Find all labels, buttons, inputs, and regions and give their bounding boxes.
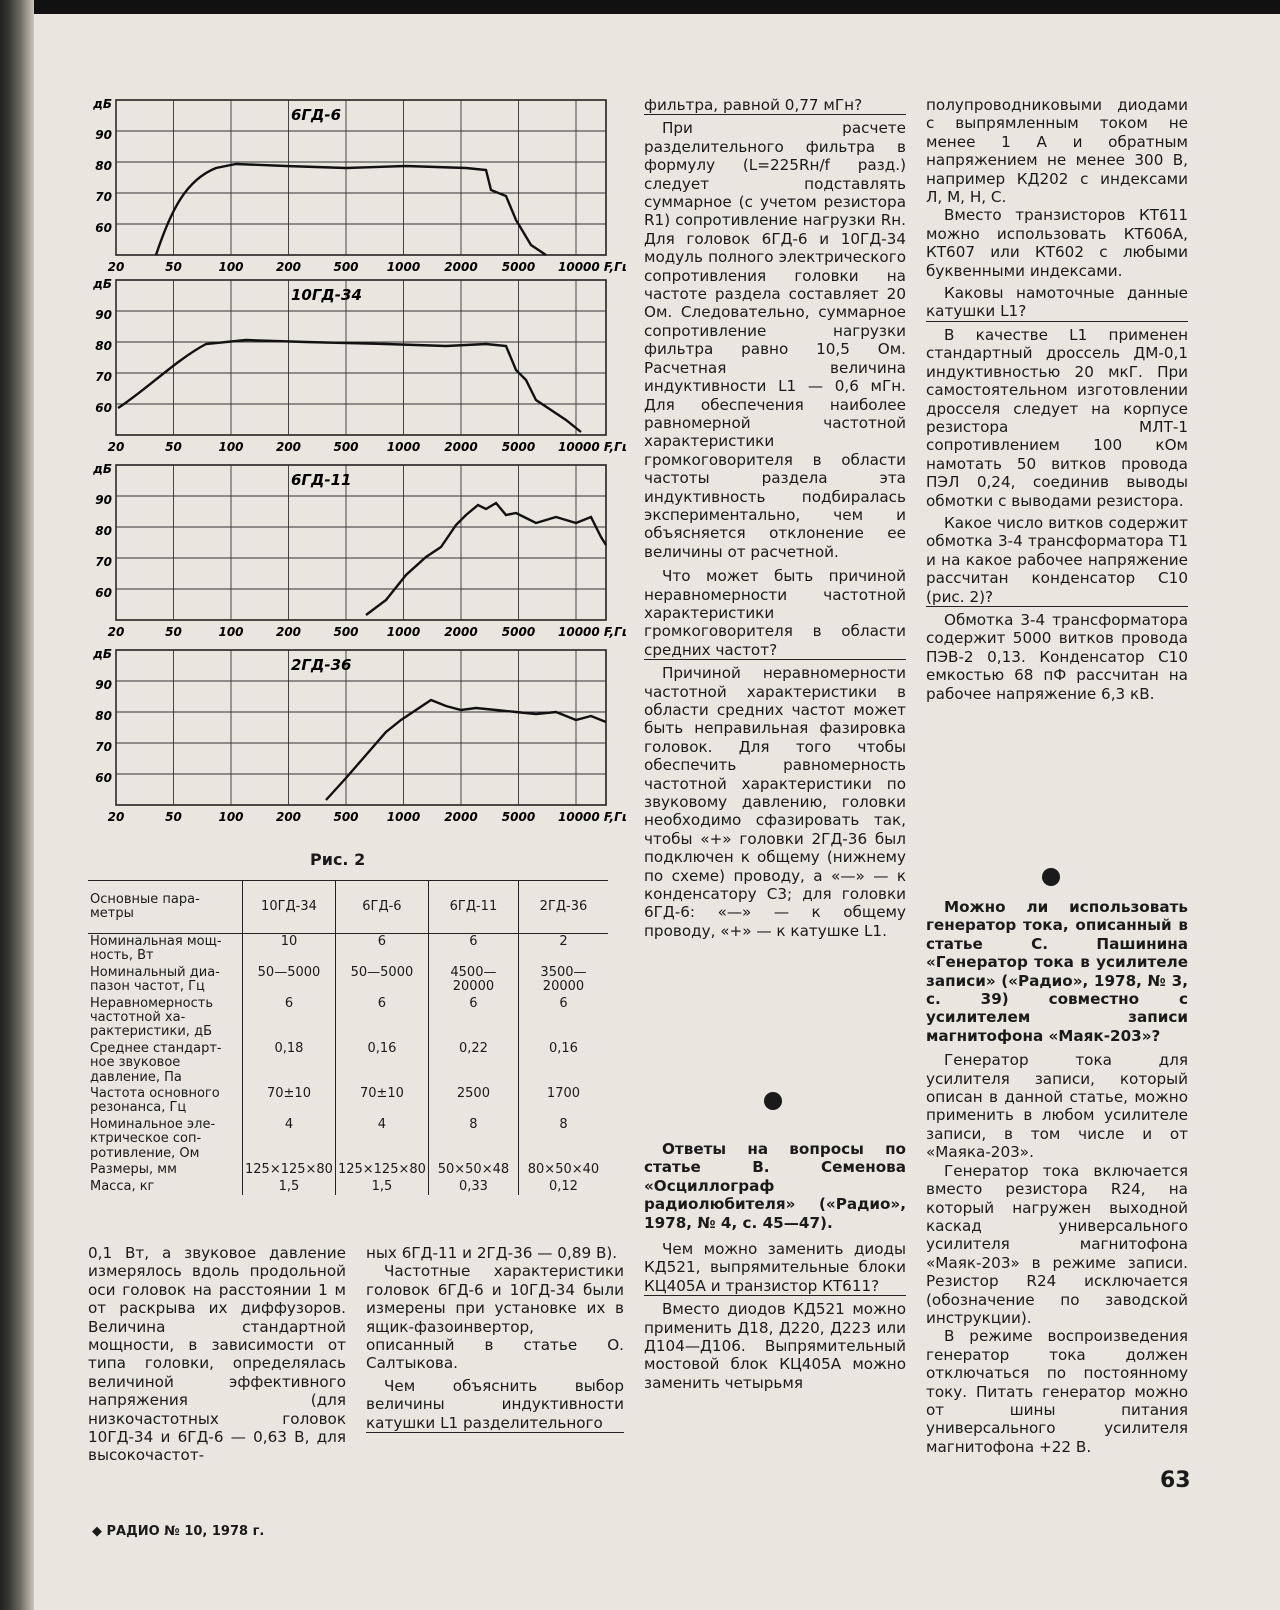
- x-tick-label: 500: [333, 440, 359, 454]
- y-tick-label: дБ: [93, 462, 112, 476]
- chart-frame: [116, 465, 606, 620]
- column-4-text: [926, 96, 1188, 703]
- x-tick-label: 1000: [386, 810, 421, 824]
- x-tick-label: 1000: [386, 440, 421, 454]
- paragraph: Обмотка 3-4 трансформатора содержит 5000 витков провода ПЭВ-2 0,13. Конденсатор С10 емкостью 68 пФ рассчитан на рабочее напряжение 6,3 кВ.: [926, 610, 1188, 703]
- chart-title: 2ГД-36: [291, 656, 352, 674]
- x-tick-label: 500: [333, 625, 359, 639]
- y-tick-label: 60: [95, 771, 112, 785]
- x-tick-label: 100: [218, 440, 244, 454]
- table-row-label: Частота основного резонанса, Гц: [90, 1086, 220, 1116]
- y-tick-label: 90: [95, 493, 112, 507]
- table-cell: 70±10: [335, 1086, 428, 1117]
- section-bullet: [764, 1092, 782, 1110]
- paragraph: ных 6ГД-11 и 2ГД-36 — 0,89 В).: [366, 1244, 618, 1262]
- table-cell: 2500: [428, 1086, 518, 1117]
- y-tick-label: 70: [95, 740, 112, 754]
- y-tick-label: 80: [95, 524, 112, 538]
- table-header-cell: 6ГД-11: [428, 881, 518, 934]
- section-bullet: [1042, 868, 1060, 886]
- table-row: [88, 1162, 608, 1178]
- x-tick-label: 10000 F,Гц: [558, 625, 626, 639]
- column-3-lower-text: [644, 1140, 906, 1392]
- x-tick-label: 5000: [501, 440, 536, 454]
- speaker-specs-table: [88, 880, 608, 1195]
- table-body: [88, 934, 608, 1195]
- paragraph: Генератор тока включается вместо резистора R24, на который нагружен выходной каскад универсального усилителя магнитофона «Маяк-203» в режиме записи. Резистор R24 исключается (обозначение по заводской инструкции).: [926, 1161, 1188, 1327]
- x-tick-label: 100: [218, 260, 244, 274]
- table-row-label: Номинальный диа-пазон частот, Гц: [90, 964, 220, 995]
- x-tick-label: 200: [275, 625, 302, 639]
- chart-frame: [116, 100, 606, 255]
- column-1-text: [88, 1244, 346, 1465]
- table-cell: 125×125×80: [335, 1162, 428, 1178]
- x-tick-label: 200: [275, 440, 302, 454]
- table-cell: 6: [518, 996, 608, 1041]
- x-tick-label: 50: [165, 260, 182, 274]
- paragraph: полупроводниковыми диодами с выпрямленным током не менее 1 А и обратным напряжением не менее 300 В, например КД202 с индексами Л, М, Н, С.: [926, 96, 1188, 207]
- x-tick-label: 500: [333, 810, 359, 824]
- x-tick-label: 5000: [501, 810, 536, 824]
- paragraph: Вместо диодов КД521 можно применить Д18, Д220, Д223 или Д104—Д106. Выпрямительный мостовой блок КЦ405А можно заменить четырьмя: [644, 1300, 906, 1392]
- x-tick-label: 100: [218, 625, 244, 639]
- paragraph: Причиной неравномерности частотной характеристики в области средних частот может быть неправильная фазировка головок. Для того чтобы обеспечить равномерность частотной характеристики по звуковому давлению, головки необходимо сфазировать так, чтобы «+» головки 2ГД-36 был подключен к общему (нижнему по схеме) проводу, а «—» — к конденсатору С3; для головки 6ГД-6: «—» — к общему проводу, «+» — к катушке L1.: [644, 664, 906, 940]
- paragraph: В режиме воспроизведения генератор тока должен отключаться по постоянному току. Питать генератор можно от шины питания универсального усилителя магнитофона +22 В.: [926, 1327, 1188, 1456]
- chart-panel: [92, 277, 626, 454]
- table-cell: 6: [243, 996, 336, 1041]
- table-row: [88, 1041, 608, 1086]
- table-row-label: Масса, кг: [90, 1178, 155, 1194]
- table-cell: 50×50×48: [428, 1162, 518, 1178]
- y-tick-label: 70: [95, 370, 112, 384]
- y-tick-label: 90: [95, 308, 112, 322]
- y-tick-label: дБ: [93, 277, 112, 291]
- x-tick-label: 500: [333, 260, 359, 274]
- table-row-label: Номинальное эле-ктрическое соп-ротивление, Ом: [90, 1116, 216, 1161]
- table-cell: 80×50×40: [518, 1162, 608, 1178]
- column-2-text: [366, 1244, 624, 1433]
- table-row-label: Размеры, мм: [90, 1162, 177, 1178]
- y-tick-label: дБ: [93, 647, 112, 661]
- y-tick-label: 60: [95, 401, 112, 415]
- x-tick-label: 50: [165, 440, 182, 454]
- section-intro: Можно ли использовать генератор тока, описанный в статье С. Пашинина «Генератор тока в усилителе записи» («Радио», 1978, № 3, с. 39) совместно с усилителем записи магнитофона «Маяк-203»?: [926, 898, 1188, 1045]
- column-4-lower-text: [926, 898, 1188, 1456]
- table-cell: 4: [335, 1117, 428, 1162]
- paragraph: 0,1 Вт, а звуковое давление измерялось вдоль продольной оси головок на расстоянии 1 м от раскрыва их диффузоров. Величина стандартной мощности, в зависимости от типа головки, определялась величиной эффективного напряжения (для низкочастотных головок 10ГД-34 и 6ГД-6 — 0,63 В, для высокочастот-: [88, 1244, 346, 1465]
- y-tick-label: дБ: [93, 97, 112, 111]
- table-cell: 0,16: [335, 1041, 428, 1086]
- response-curve: [156, 164, 546, 255]
- x-tick-label: 200: [275, 810, 302, 824]
- table-header-row: [88, 881, 608, 934]
- table-cell: 4: [243, 1117, 336, 1162]
- magazine-footer: ◆ РАДИО № 10, 1978 г.: [92, 1524, 265, 1539]
- table-row: [88, 934, 608, 965]
- x-tick-label: 20: [107, 625, 125, 639]
- chart-panel: [92, 97, 626, 274]
- x-tick-label: 2000: [444, 810, 478, 824]
- table-row: [88, 996, 608, 1041]
- x-tick-label: 2000: [444, 260, 478, 274]
- x-tick-label: 10000 F,Гц: [558, 440, 626, 454]
- x-tick-label: 10000 F,Гц: [558, 810, 626, 824]
- table-cell: 50—5000: [243, 965, 336, 996]
- y-tick-label: 90: [95, 128, 112, 142]
- charts-svg: [86, 90, 626, 850]
- table-cell: 6: [335, 934, 428, 965]
- table-header-cell: Основные пара-метры: [88, 881, 243, 934]
- x-tick-label: 50: [165, 810, 182, 824]
- table-cell: 10: [243, 934, 336, 965]
- table-header-cell: 10ГД-34: [243, 881, 336, 934]
- chart-title: 10ГД-34: [291, 286, 362, 304]
- table-row-label: Номинальная мощ-ность, Вт: [90, 934, 222, 964]
- table-header-cell: 2ГД-36: [518, 881, 608, 934]
- table-row: [88, 965, 608, 996]
- table-row-label: Неравномерность частотной ха-рактеристики, дБ: [90, 995, 213, 1040]
- question-heading: Чем объяснить выбор величины индуктивности катушки L1 разделительного: [366, 1376, 624, 1432]
- response-curve: [118, 340, 581, 432]
- chart-frame: [116, 650, 606, 805]
- response-curve: [326, 700, 606, 800]
- table-cell: 0,16: [518, 1041, 608, 1086]
- table-cell: 6: [428, 996, 518, 1041]
- chart-title: 6ГД-11: [291, 471, 352, 489]
- question-heading: Каковы намоточные данные катушки L1?: [926, 284, 1188, 321]
- top-edge: [0, 0, 1280, 14]
- table-cell: 125×125×80: [243, 1162, 336, 1178]
- table-row: [88, 1179, 608, 1195]
- y-tick-label: 60: [95, 586, 112, 600]
- x-tick-label: 20: [107, 260, 125, 274]
- paragraph: Вместо транзисторов КТ611 можно использовать КТ606А, КТ607 или КТ602 с любыми буквенными индексами.: [926, 206, 1188, 280]
- column-3-text: [644, 96, 906, 940]
- table-cell: 70±10: [243, 1086, 336, 1117]
- response-curve: [366, 503, 606, 615]
- table-cell: 2: [518, 934, 608, 965]
- y-tick-label: 70: [95, 190, 112, 204]
- table-cell: 6: [335, 996, 428, 1041]
- x-tick-label: 200: [275, 260, 302, 274]
- y-tick-label: 80: [95, 159, 112, 173]
- table-cell: 0,12: [518, 1179, 608, 1195]
- y-tick-label: 80: [95, 709, 112, 723]
- table-cell: 4500—20000: [428, 965, 518, 996]
- x-tick-label: 2000: [444, 440, 478, 454]
- y-tick-label: 90: [95, 678, 112, 692]
- table-cell: 0,18: [243, 1041, 336, 1086]
- x-tick-label: 20: [107, 810, 125, 824]
- table-row: [88, 1086, 608, 1117]
- frequency-response-charts: [86, 90, 626, 880]
- paragraph: Частотные характеристики головок 6ГД-6 и 10ГД-34 были измерены при установке их в ящик-фазоинвертор, описанный в статье О. Салтыкова.: [366, 1262, 624, 1373]
- table-cell: 3500—20000: [518, 965, 608, 996]
- y-tick-label: 70: [95, 555, 112, 569]
- section-intro: Ответы на вопросы по статье В. Семенова «Осциллограф радиолюбителя» («Радио», 1978, № 4, с. 45—47).: [644, 1140, 906, 1232]
- chart-panel: [92, 647, 626, 824]
- x-tick-label: 1000: [386, 625, 421, 639]
- question-heading: Что может быть причиной неравномерности частотной характеристики громкоговорителя в области средних частот?: [644, 567, 906, 659]
- x-tick-label: 5000: [501, 625, 536, 639]
- x-tick-label: 100: [218, 810, 244, 824]
- page-number: 63: [1160, 1468, 1191, 1493]
- paragraph: В качестве L1 применен стандартный дроссель ДМ-0,1 индуктивностью 20 мкГ. При самостоятельном изготовлении дросселя следует на корпусе резистора МЛТ-1 сопротивлением 100 кОм намотать 50 витков провода ПЭЛ 0,24, соединив выводы обмотки с выводами резистора.: [926, 325, 1188, 510]
- paragraph: При расчете разделительного фильтра в формулу (L=225Rн/f разд.) следует подставлять суммарное (с учетом резистора R1) сопротивление нагрузки Rн. Для головок 6ГД-6 и 10ГД-34 модуль полного электрического сопротивления головки на частоте раздела составляет 20 Ом. Следовательно, суммарное сопротивление нагрузки фильтра равно 10,5 Ом. Расчетная величина индуктивности L1 — 0,6 мГн. Для обеспечения наиболее равномерной частотной характеристики громкоговорителя в области частоты раздела эта индуктивность подбиралась экспериментально, чем и объясняется отклонение ее величины от расчетной.: [644, 119, 906, 561]
- table-cell: 1700: [518, 1086, 608, 1117]
- table-cell: 8: [428, 1117, 518, 1162]
- question-heading: Какое число витков содержит обмотка 3-4 трансформатора Т1 и на какое рабочее напряжение рассчитан конденсатор С10 (рис. 2)?: [926, 513, 1188, 606]
- table-cell: 8: [518, 1117, 608, 1162]
- table-header-cell: 6ГД-6: [335, 881, 428, 934]
- question-heading: Чем можно заменить диоды КД521, выпрямительные блоки КЦ405А и транзистор КТ611?: [644, 1240, 906, 1295]
- x-tick-label: 50: [165, 625, 182, 639]
- paragraph: Генератор тока для усилителя записи, который описан в данной статье, можно применить в любом усилителе записи, в том числе и от «Маяка-203».: [926, 1051, 1188, 1162]
- question-heading: фильтра, равной 0,77 мГн?: [644, 96, 906, 115]
- page-spine-shadow: [0, 0, 34, 1610]
- figure-caption: Рис. 2: [310, 850, 366, 869]
- table-row-label: Среднее стандарт-ное звуковое давление, Па: [90, 1040, 222, 1085]
- x-tick-label: 1000: [386, 260, 421, 274]
- table-cell: 50—5000: [335, 965, 428, 996]
- table-cell: 1,5: [335, 1179, 428, 1195]
- table-cell: 6: [428, 934, 518, 965]
- table-cell: 0,22: [428, 1041, 518, 1086]
- x-tick-label: 20: [107, 440, 125, 454]
- table-row: [88, 1117, 608, 1162]
- table-cell: 1,5: [243, 1179, 336, 1195]
- chart-panel: [92, 462, 626, 639]
- y-tick-label: 60: [95, 221, 112, 235]
- x-tick-label: 5000: [501, 260, 536, 274]
- table-cell: 0,33: [428, 1179, 518, 1195]
- y-tick-label: 80: [95, 339, 112, 353]
- x-tick-label: 10000 F,Гц: [558, 260, 626, 274]
- chart-title: 6ГД-6: [291, 106, 342, 124]
- x-tick-label: 2000: [444, 625, 478, 639]
